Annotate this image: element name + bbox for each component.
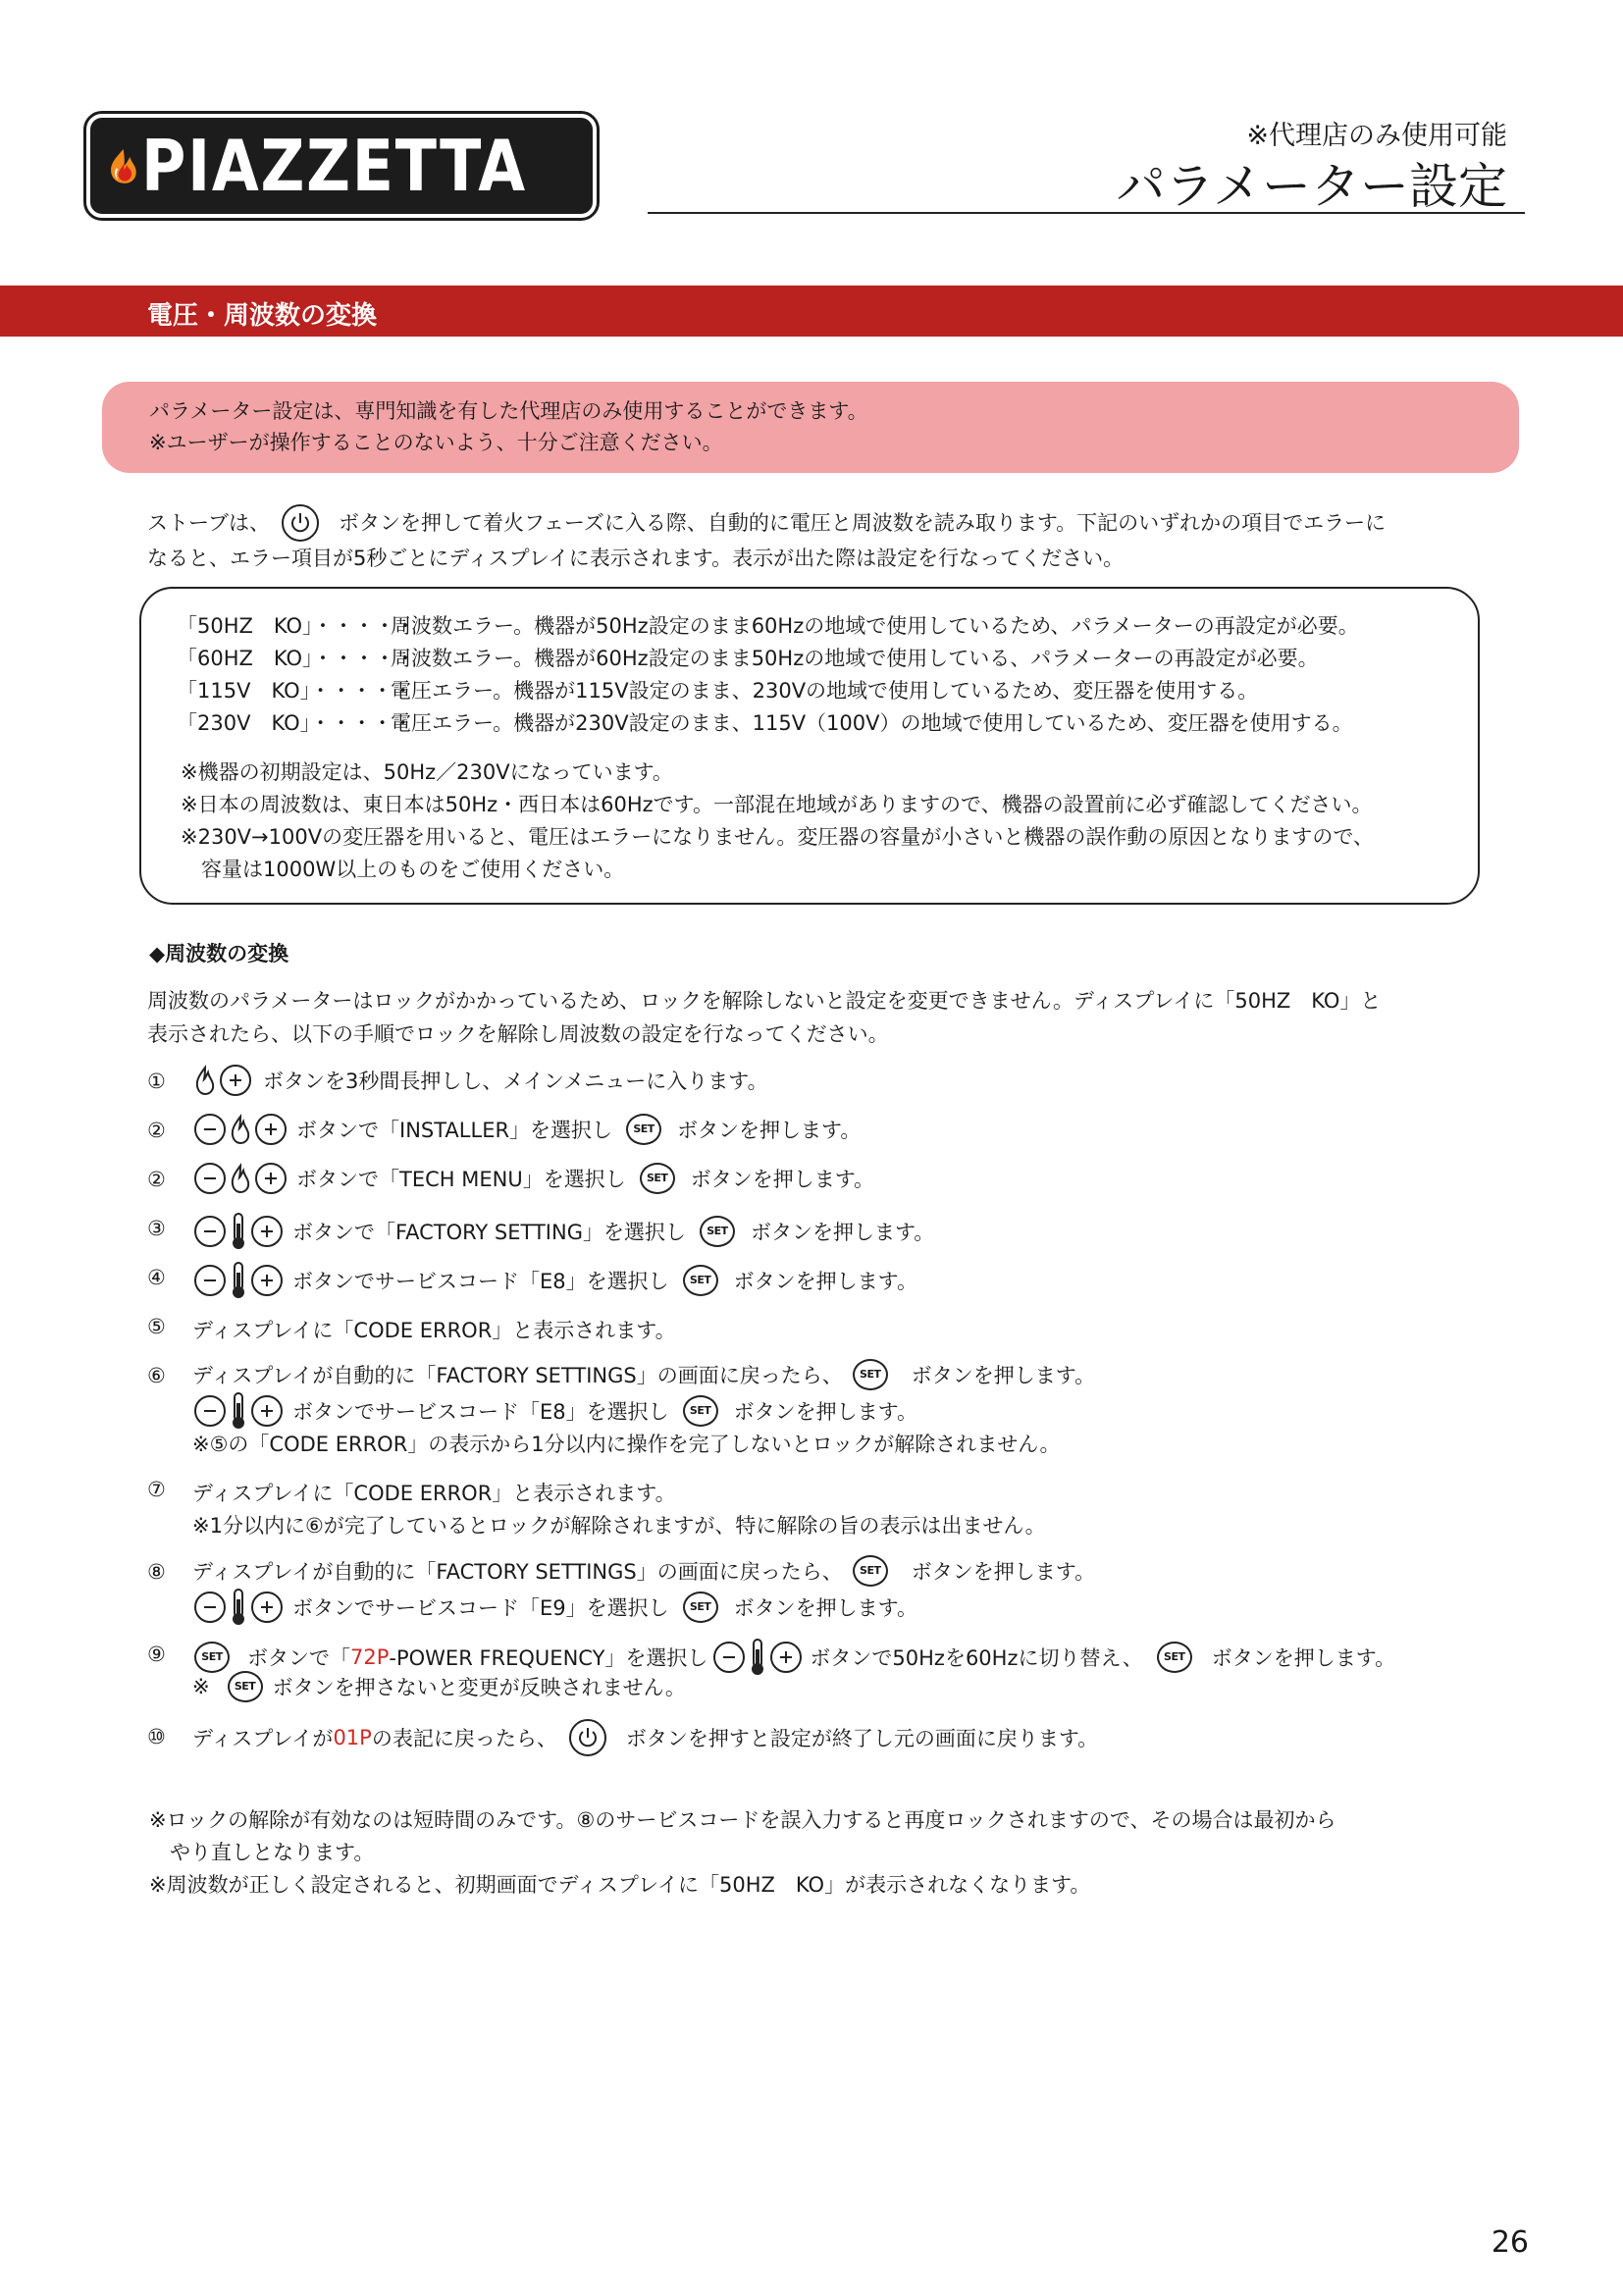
step-text: ボタンで「INSTALLER」を選択し [296, 1119, 613, 1142]
set-button-icon: SET [700, 1216, 735, 1247]
set-button-icon: SET [640, 1163, 675, 1194]
warning-box [102, 382, 1519, 473]
page-title: パラメーター設定 [1116, 158, 1507, 215]
step-text: ボタンを押さないと変更が反映されません。 [272, 1676, 686, 1699]
error-list-box [139, 587, 1480, 905]
set-button-icon: SET [683, 1395, 718, 1427]
error-note: 容量は1000W以上のものをご使用ください。 [181, 858, 625, 881]
step-7: ディスプレイに「CODE ERROR」と表示されます。 [192, 1482, 676, 1505]
step-text: の表記に戻ったら、 [371, 1727, 557, 1750]
thermometer-icon [229, 1588, 248, 1627]
footnote: ※周波数が正しく設定されると、初期画面でディスプレイに「50HZ KO」が表示されなくなります。 [149, 1873, 1091, 1897]
step-number: ① [147, 1070, 166, 1093]
step-5: ディスプレイに「CODE ERROR」と表示されます。 [192, 1319, 676, 1342]
error-code: 「50HZ KO」・・・・・ [177, 614, 416, 638]
agent-only-note: ※代理店のみ使用可能 [1246, 121, 1507, 151]
error-description: 周波数エラー。機器が50Hz設定のまま60Hzの地域で使用しているため、パラメーターの再設定が必要。 [391, 614, 1359, 638]
step-text: ボタンを押します。 [911, 1364, 1096, 1387]
warning-line-1: パラメーター設定は、専門知識を有した代理店のみ使用することができます。 [149, 399, 868, 423]
step-text: ボタンで「TECH MENU」を選択し [296, 1168, 626, 1191]
plus-button-icon [251, 1592, 283, 1623]
section-title: 電圧・周波数の変換 [147, 301, 378, 331]
step-number: ⑦ [147, 1478, 166, 1501]
minus-button-icon [194, 1395, 226, 1427]
error-description: 電圧エラー。機器が115V設定のまま、230Vの地域で使用しているため、変圧器を使用する。 [391, 679, 1259, 703]
page-number: 26 [1491, 2225, 1529, 2260]
thermometer-icon [229, 1212, 248, 1251]
step-text: ※ [192, 1675, 210, 1698]
step-text: -POWER FREQUENCY」を選択し [389, 1646, 708, 1670]
step-number: ⑨ [147, 1643, 166, 1666]
section-header-bar [0, 286, 1623, 337]
frequency-intro-line: 周波数のパラメーターはロックがかかっているため、ロックを解除しないと設定を変更できません。ディスプレイに「50HZ KO」と [147, 989, 1382, 1013]
minus-button-icon [194, 1114, 226, 1145]
step-text: ボタンでサービスコード「E8」を選択し [292, 1400, 669, 1424]
intro-paragraph [147, 504, 1501, 575]
step-text: ボタンを押します。 [690, 1168, 875, 1191]
set-button-icon: SET [683, 1265, 718, 1296]
step-text: ボタンでサービスコード「E8」を選択し [292, 1270, 669, 1293]
step-4 [192, 1261, 917, 1300]
header-divider [648, 212, 1525, 214]
plus-button-icon [251, 1216, 283, 1247]
thermometer-icon [229, 1261, 248, 1300]
set-button-icon: SET [1157, 1642, 1192, 1673]
step-6 [192, 1359, 1095, 1390]
step-text: ボタンを押すと設定が終了し元の画面に戻ります。 [625, 1727, 1099, 1750]
error-row [177, 675, 1258, 704]
flame-icon [193, 1065, 217, 1096]
step-text: ボタンを押します。 [911, 1560, 1096, 1584]
flame-logo-icon [107, 122, 139, 210]
thermometer-icon [229, 1391, 248, 1431]
step-number: ⑤ [147, 1315, 166, 1338]
step-10 [192, 1719, 1098, 1756]
logo-wordmark: PIAZZETTA [141, 125, 528, 207]
step-text: ボタンで「 [247, 1646, 350, 1670]
plus-button-icon [770, 1642, 802, 1673]
plus-button-icon [255, 1163, 287, 1194]
step-text: ボタンを押します。 [677, 1119, 862, 1142]
footnote: ※ロックの解除が有効なのは短時間のみです。⑧のサービスコードを誤入力すると再度ロックされますので、その場合は最初から [149, 1808, 1336, 1832]
piazzetta-logo [90, 118, 593, 214]
step-7-note: ※1分以内に⑥が完了しているとロックが解除されますが、特に解除の旨の表示は出ません。 [192, 1514, 1046, 1538]
step-number: ④ [147, 1266, 166, 1289]
error-note: ※日本の周波数は、東日本は50Hz・西日本は60Hzです。一部混在地域がありますので、機器の設置前に必ず確認してください。 [181, 793, 1373, 816]
step-number: ⑧ [147, 1560, 166, 1584]
step-text: ボタンを押します。 [733, 1270, 917, 1293]
step-6-note: ※⑤の「CODE ERROR」の表示から1分以内に操作を完了しないとロックが解除されません。 [192, 1433, 1061, 1456]
error-code: 「60HZ KO」・・・・・ [177, 647, 416, 670]
error-row [177, 610, 1359, 640]
step-text: ボタンを押します。 [733, 1596, 917, 1620]
step-2-installer [192, 1114, 861, 1145]
error-note: ※機器の初期設定は、50Hz／230Vになっています。 [181, 760, 673, 784]
step-9-note [192, 1671, 686, 1702]
step-number: ⑥ [147, 1364, 166, 1387]
intro-text-2: ボタンを押して着火フェーズに入る際、自動的に電圧と周波数を読み取ります。下記のいずれかの項目でエラーに [338, 511, 1387, 535]
set-button-icon: SET [228, 1671, 263, 1702]
error-note: ※230V→100Vの変圧器を用いると、電圧はエラーになりません。変圧器の容量が小さいと機器の誤作動の原因となりますので、 [181, 825, 1374, 849]
error-row [177, 707, 1353, 737]
footnote: やり直しとなります。 [149, 1841, 375, 1864]
minus-button-icon [194, 1216, 226, 1247]
step-6-sub [192, 1391, 917, 1431]
step-8-sub [192, 1588, 917, 1627]
minus-button-icon [194, 1265, 226, 1296]
intro-text-3: なると、エラー項目が5秒ごとにディスプレイに表示されます。表示が出た際は設定を行なってください。 [147, 547, 1125, 570]
step-text: ディスプレイが自動的に「FACTORY SETTINGS」の画面に戻ったら、 [192, 1560, 843, 1584]
step-8 [192, 1555, 1095, 1587]
parameter-code: 72P [350, 1645, 390, 1669]
power-icon [569, 1719, 606, 1756]
minus-button-icon [713, 1642, 745, 1673]
plus-button-icon [251, 1395, 283, 1427]
set-button-icon: SET [683, 1592, 718, 1623]
step-2-tech-menu [192, 1163, 874, 1194]
set-button-icon: SET [853, 1359, 888, 1390]
set-button-icon: SET [194, 1642, 230, 1673]
frequency-intro-line: 表示されたら、以下の手順でロックを解除し周波数の設定を行なってください。 [147, 1022, 889, 1046]
step-number: ② [147, 1168, 166, 1191]
minus-button-icon [194, 1163, 226, 1194]
step-number: ⑩ [147, 1725, 166, 1748]
plus-button-icon [251, 1265, 283, 1296]
plus-button-icon [220, 1065, 251, 1096]
step-number: ③ [147, 1217, 166, 1240]
intro-text-1: ストーブは、 [147, 511, 270, 535]
step-text: ボタンを押します。 [1211, 1646, 1396, 1670]
frequency-heading: ◆周波数の変換 [149, 942, 289, 965]
step-text: ボタンを押します。 [733, 1400, 917, 1424]
minus-button-icon [194, 1592, 226, 1623]
warning-line-2: ※ユーザーが操作することのないよう、十分ご注意ください。 [149, 431, 723, 454]
step-3 [192, 1212, 934, 1251]
step-text: ディスプレイが [192, 1727, 334, 1750]
plus-button-icon [255, 1114, 287, 1145]
thermometer-icon [748, 1638, 767, 1677]
flame-icon [229, 1114, 252, 1145]
error-code: 「230V KO」・・・・・ [177, 711, 414, 735]
step-text: ボタンでサービスコード「E9」を選択し [292, 1596, 669, 1620]
flame-icon [229, 1163, 252, 1194]
step-text: ボタンで50Hzを60Hzに切り替え、 [810, 1646, 1143, 1670]
step-number: ② [147, 1119, 166, 1142]
display-code: 01P [333, 1726, 372, 1749]
step-text: ディスプレイが自動的に「FACTORY SETTINGS」の画面に戻ったら、 [192, 1364, 843, 1387]
power-icon [282, 504, 319, 542]
error-description: 電圧エラー。機器が230V設定のまま、115V（100V）の地域で使用しているため、変圧器を使用する。 [391, 711, 1353, 735]
step-1 [192, 1065, 768, 1096]
step-text: ボタンを3秒間長押しし、メインメニューに入ります。 [263, 1070, 768, 1093]
frequency-intro [147, 984, 1501, 1051]
step-text: ボタンで「FACTORY SETTING」を選択し [292, 1221, 686, 1244]
step-text: ボタンを押します。 [750, 1221, 935, 1244]
error-description: 周波数エラー。機器が60Hz設定のまま50Hzの地域で使用している、パラメーターの再設定が必要。 [391, 647, 1319, 670]
set-button-icon: SET [626, 1114, 661, 1145]
set-button-icon: SET [853, 1555, 888, 1587]
error-code: 「115V KO」・・・・・ [177, 679, 414, 703]
error-row [177, 643, 1319, 672]
